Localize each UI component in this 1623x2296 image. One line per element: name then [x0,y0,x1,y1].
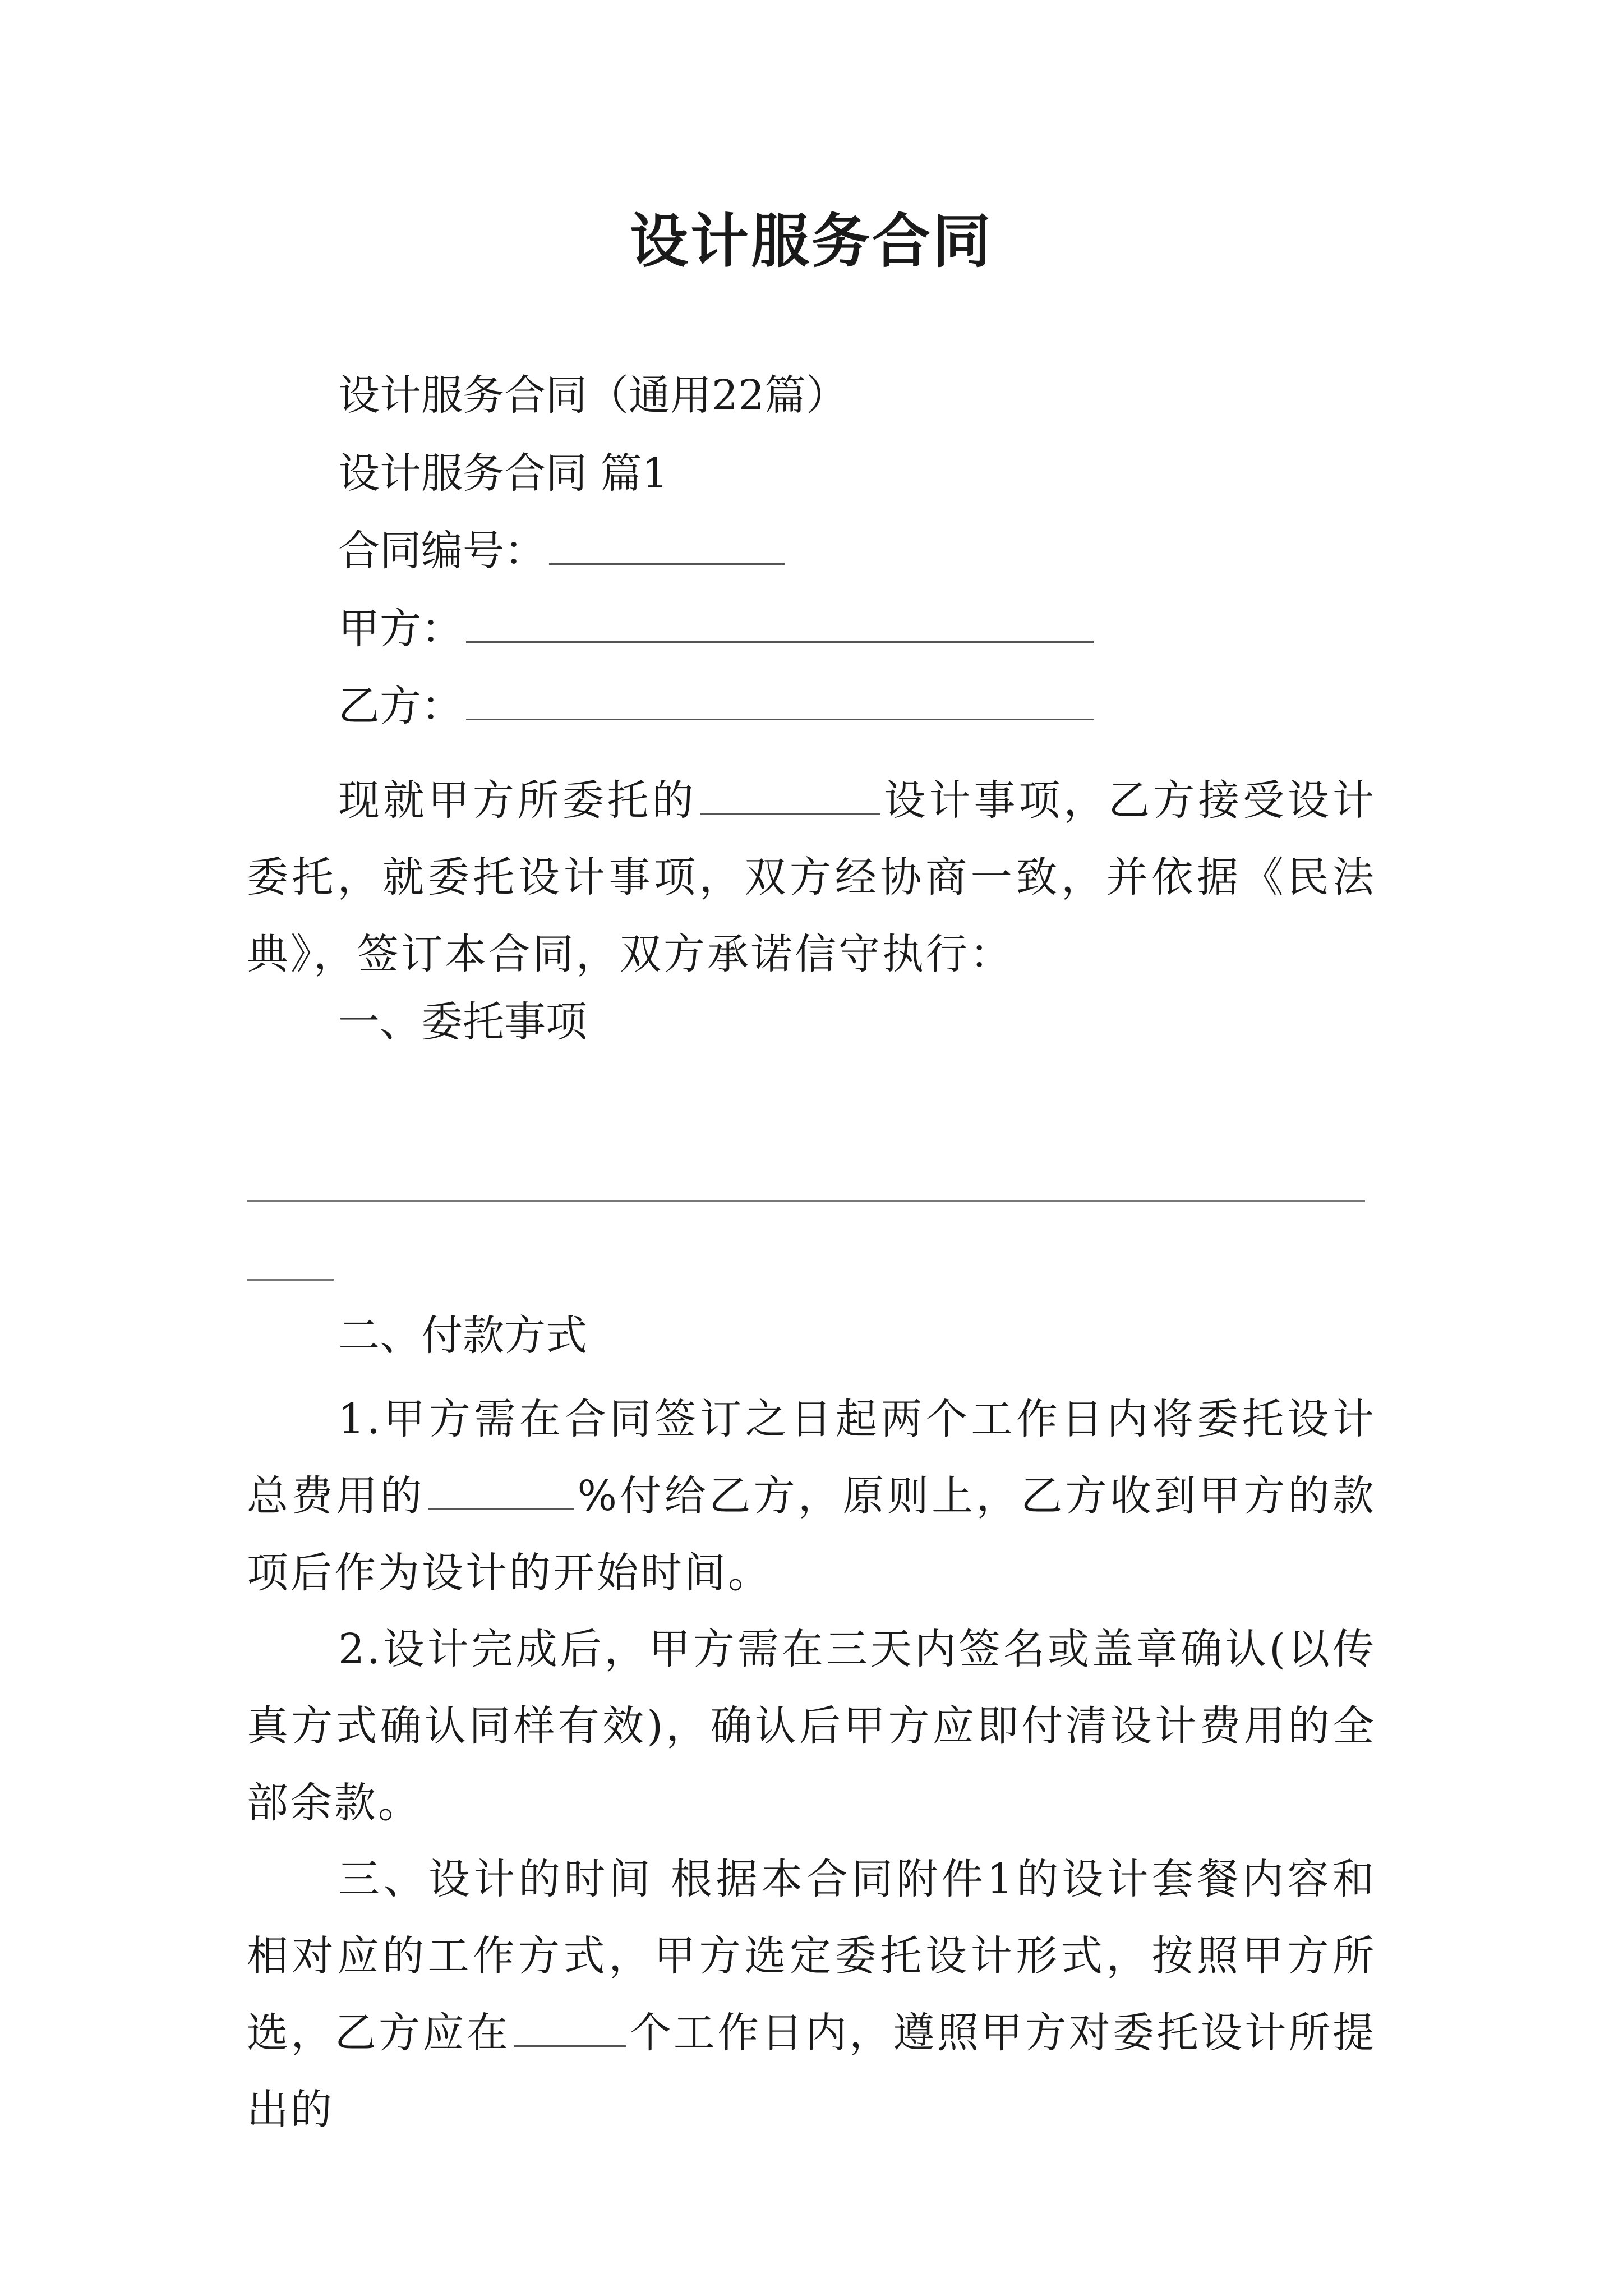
section-3-after: 个工作日内，遵照甲方对委托设计所提出的 [247,2009,1377,2134]
section-3-before: 三、设计的时间 根据本合同附件1的设计套餐内容和相对应的工作方式，甲方选定委托设计形式，按照甲方所选，乙方应在 [247,1855,1376,2057]
part-heading: 设计服务合同 篇1 [338,449,668,498]
contract-number-row [338,520,788,582]
design-item-blank [700,774,880,815]
party-b-label: 乙方： [338,682,463,730]
delegation-blank-line-end [247,1279,334,1281]
section-1-heading: 一、委托事项 [338,998,587,1046]
contract-number-blank [549,524,785,565]
party-b-row [338,675,1098,737]
intro-text-before: 现就甲方所委托的 [338,776,697,825]
intro-text-after: 设计事项，乙方接受设计委托，就委托设计事项，双方经协商一致，并依据《民法典》，签订本合同，双方承诺信守执行： [247,776,1376,978]
percentage-blank [428,1469,574,1510]
intro-paragraph [247,762,1376,993]
clause-2-1-after: %付给乙方，原则上，乙方收到甲方的款项后作为设计的开始时间。 [247,1472,1377,1597]
contract-number-label: 合同编号： [338,527,546,575]
clause-2-1 [247,1381,1376,1612]
working-days-blank [514,2006,626,2047]
clause-2-1-before: 1.甲方需在合同签订之日起两个工作日内将委托设计总费用的 [247,1395,1376,1520]
section-2-heading: 二、付款方式 [338,1312,587,1360]
delegation-blank-line [247,1200,1365,1202]
clause-2-2: 2.设计完成后，甲方需在三天内签名或盖章确认(以传真方式确认同样有效)，确认后甲方应即付清设计费用的全部余款。 [247,1625,1376,1827]
document-title: 设计服务合同 [629,207,993,275]
section-3-paragraph [247,1841,1376,2148]
party-b-blank [466,679,1094,720]
party-a-row [338,598,1098,660]
party-a-blank [466,602,1094,643]
party-a-label: 甲方： [338,605,463,653]
document-subtitle: 设计服务合同（通用22篇） [338,371,848,420]
